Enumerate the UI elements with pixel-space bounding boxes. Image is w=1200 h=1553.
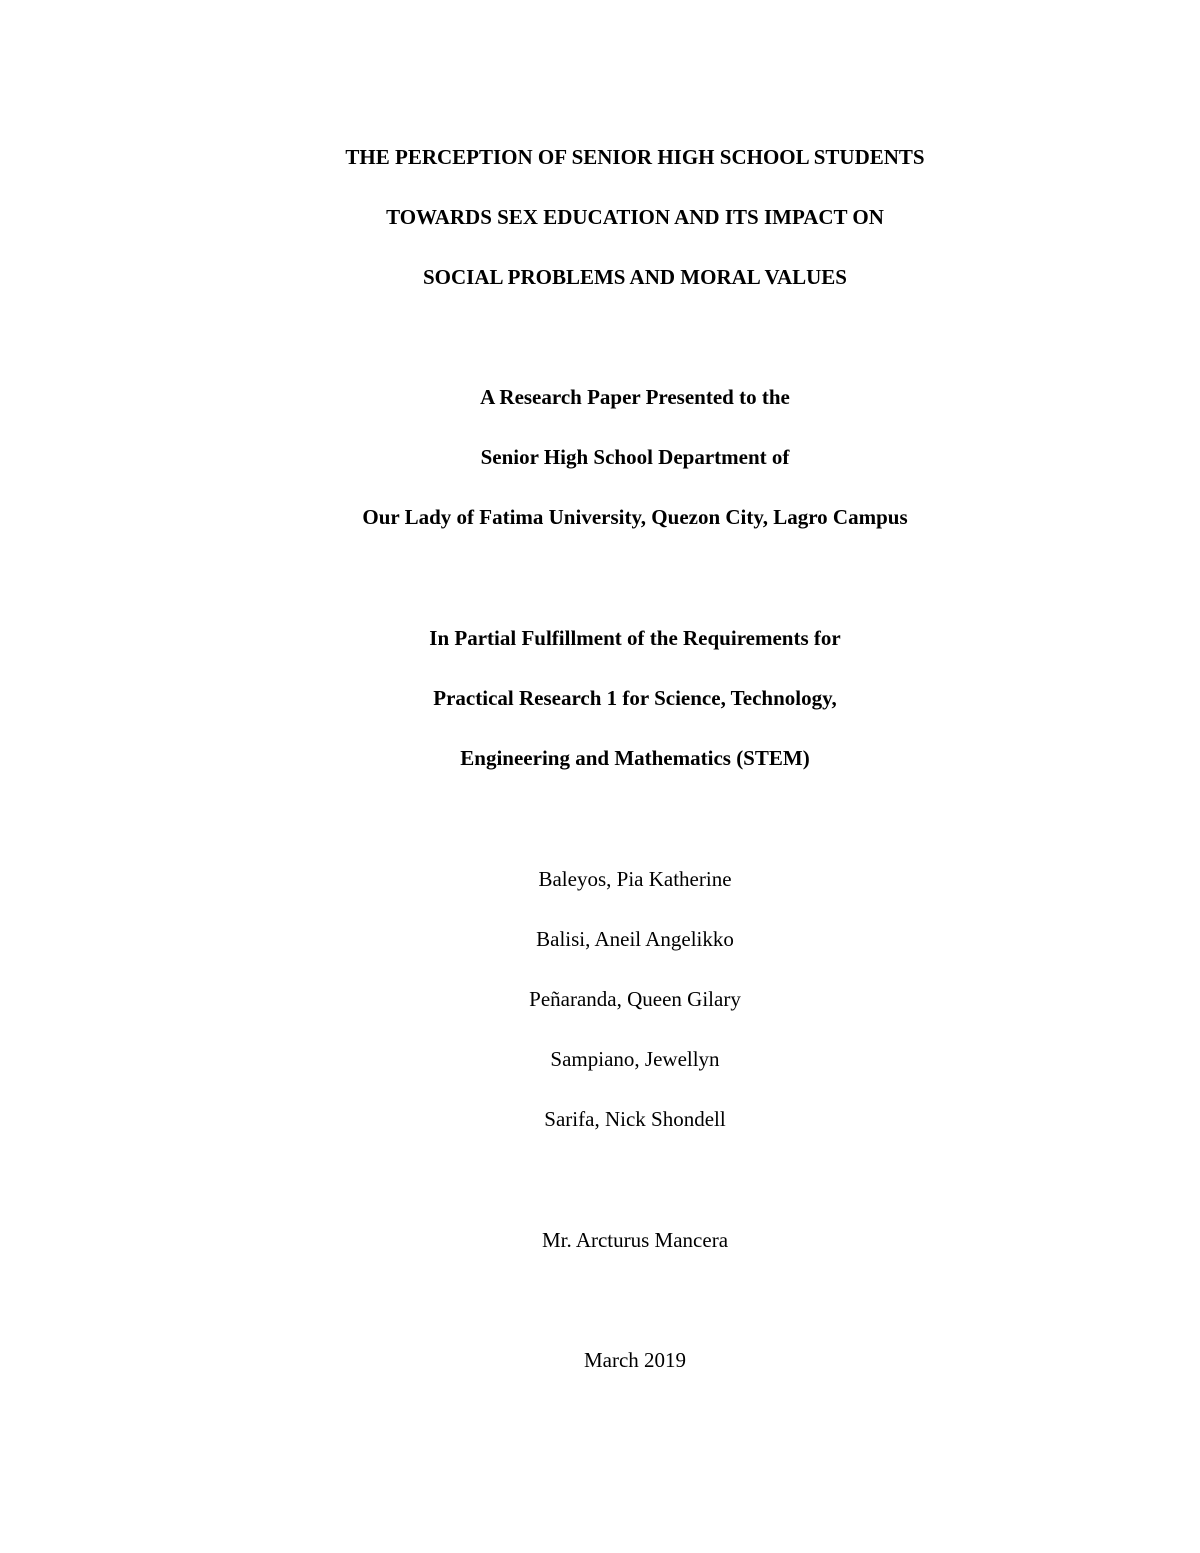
author-4: Sampiano, Jewellyn bbox=[550, 1047, 720, 1071]
author-5: Sarifa, Nick Shondell bbox=[544, 1107, 726, 1131]
submission-date: March 2019 bbox=[583, 1348, 687, 1372]
presentation-line-1: A Research Paper Presented to the bbox=[480, 385, 790, 409]
fulfillment-line-3: Engineering and Mathematics (STEM) bbox=[460, 746, 810, 770]
author-1: Baleyos, Pia Katherine bbox=[538, 867, 732, 891]
title-line-3: SOCIAL PROBLEMS AND MORAL VALUES bbox=[423, 265, 847, 289]
author-3: Peñaranda, Queen Gilary bbox=[529, 987, 741, 1011]
author-2: Balisi, Aneil Angelikko bbox=[536, 927, 734, 951]
presentation-line-2: Senior High School Department of bbox=[480, 445, 790, 469]
fulfillment-line-1: In Partial Fulfillment of the Requirements for bbox=[429, 626, 841, 650]
presentation-line-3: Our Lady of Fatima University, Quezon City, Lagro Campus bbox=[362, 505, 908, 529]
title-line-1: THE PERCEPTION OF SENIOR HIGH SCHOOL STUDENTS bbox=[345, 145, 925, 169]
title-line-2: TOWARDS SEX EDUCATION AND ITS IMPACT ON bbox=[386, 205, 884, 229]
fulfillment-line-2: Practical Research 1 for Science, Technology, bbox=[433, 686, 837, 710]
adviser-name: Mr. Arcturus Mancera bbox=[541, 1228, 729, 1252]
